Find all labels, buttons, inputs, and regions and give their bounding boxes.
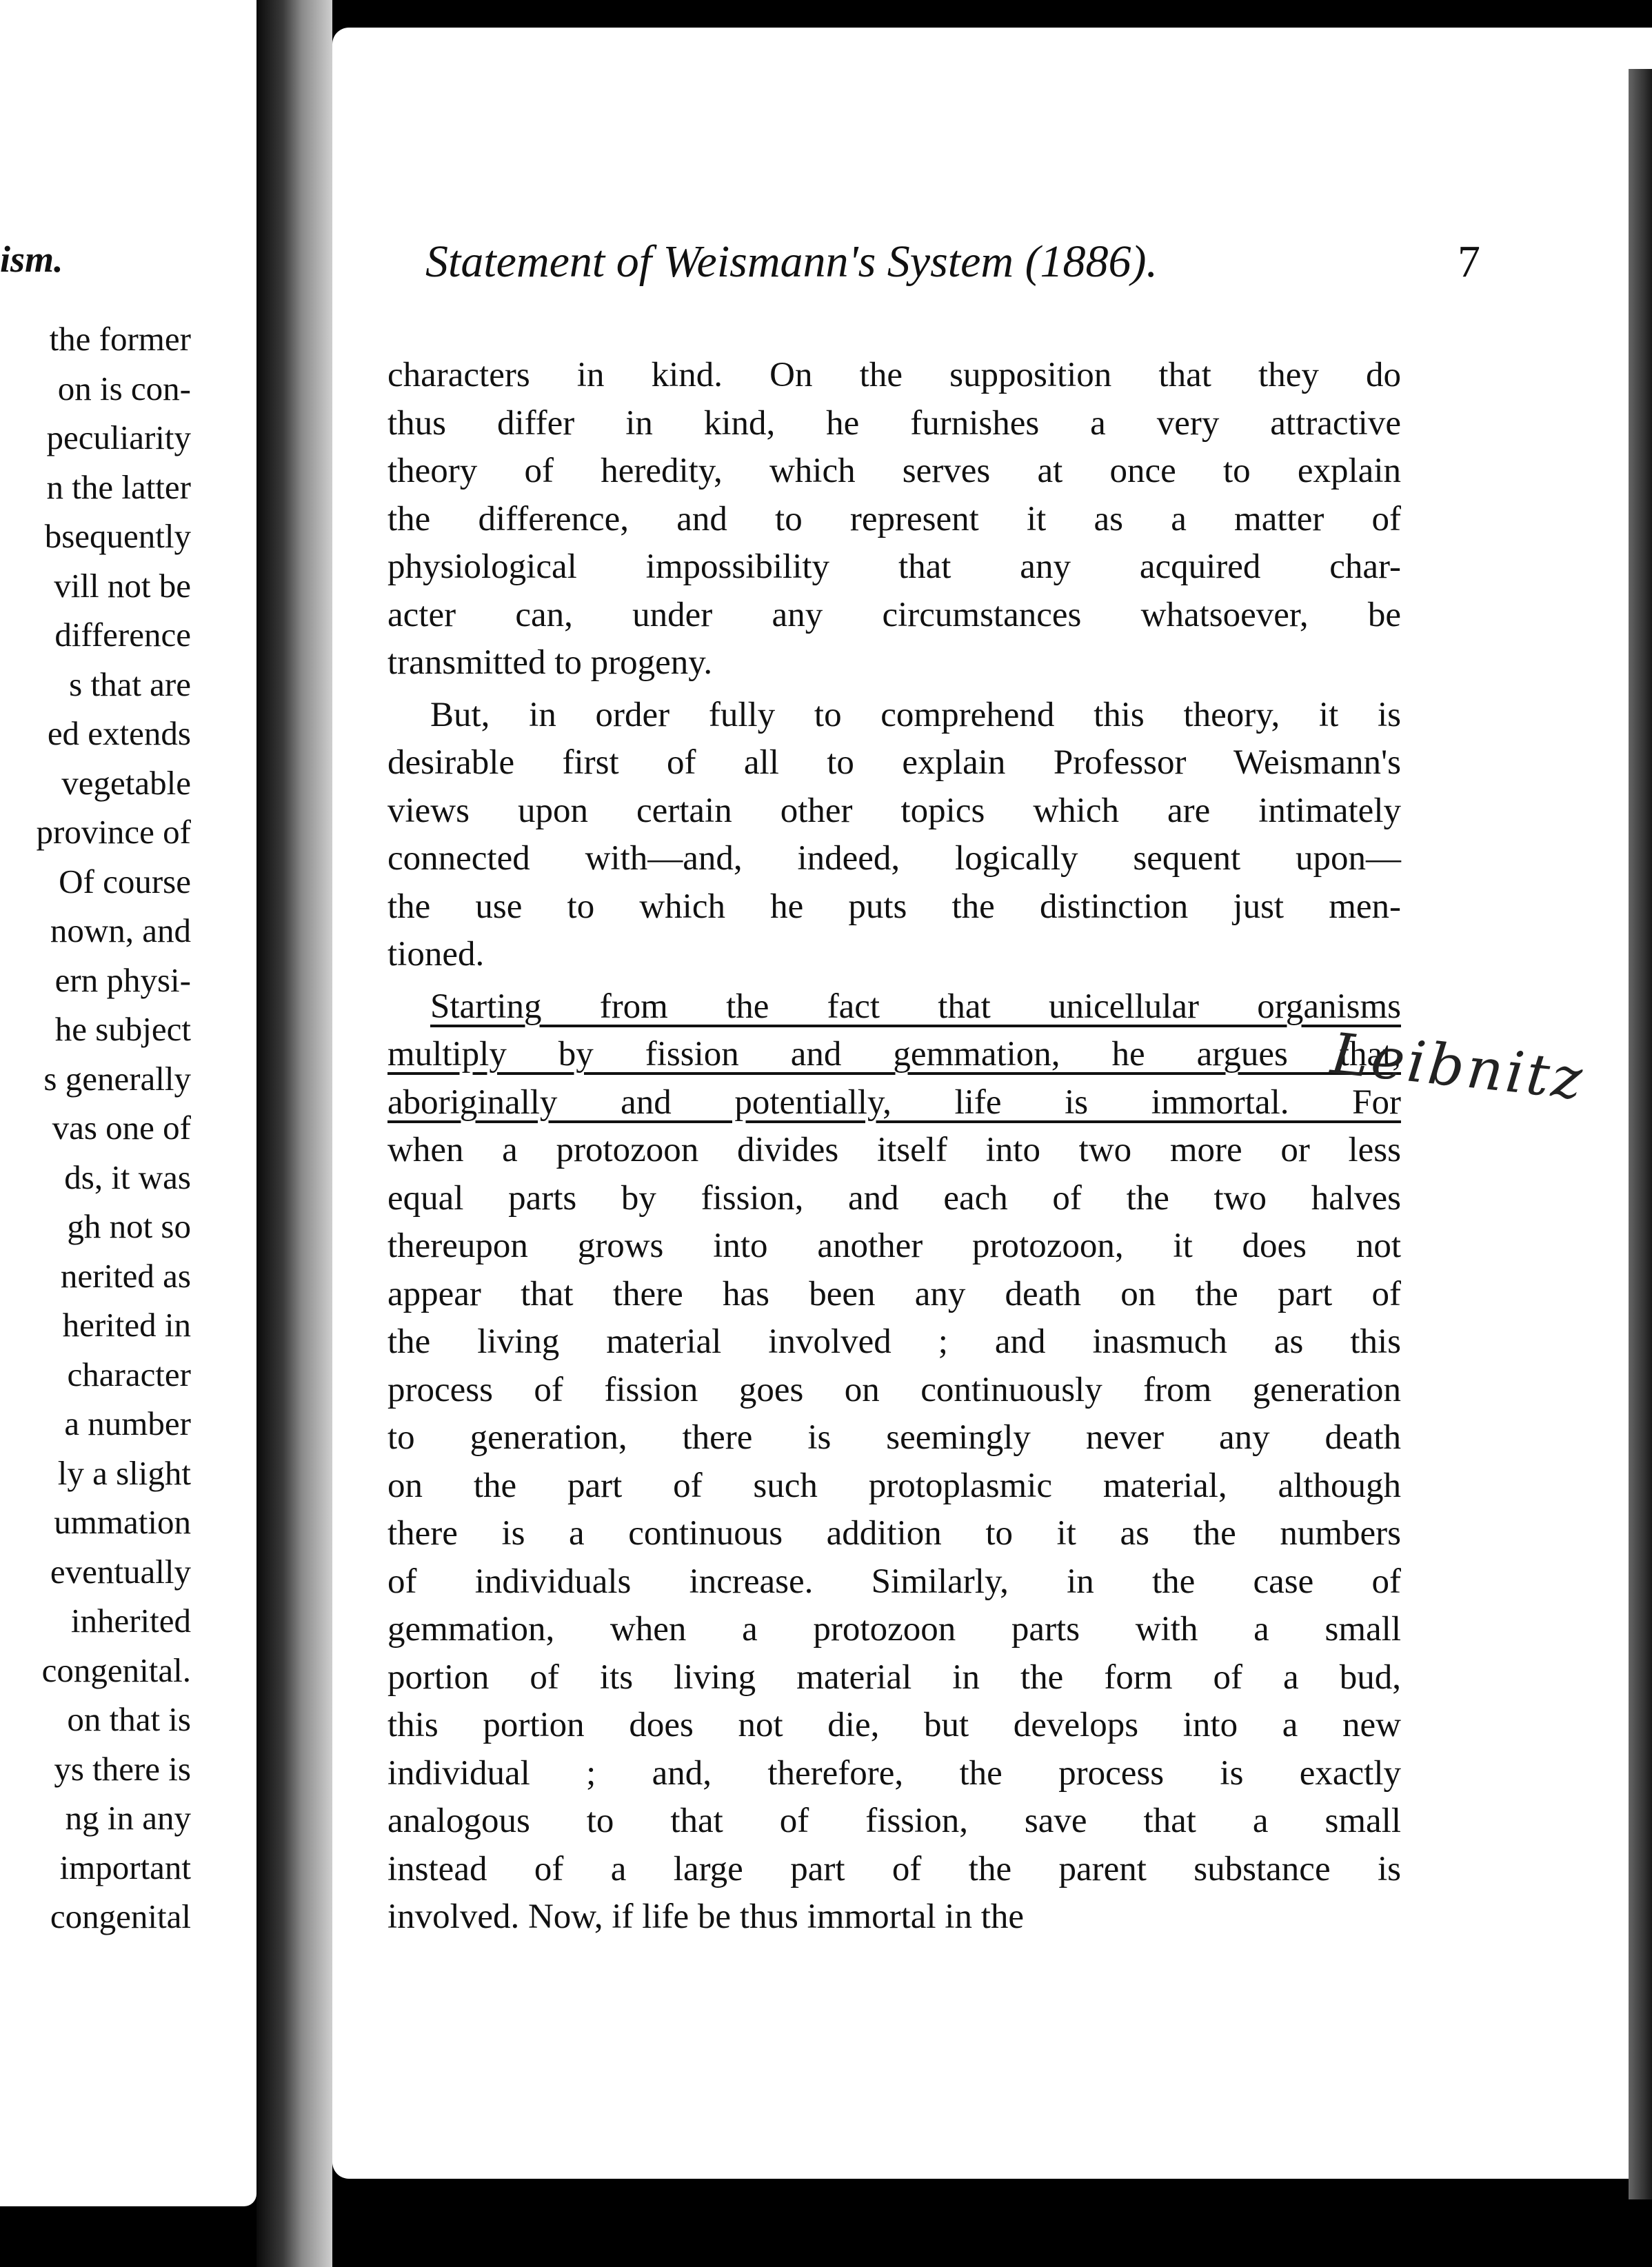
- text-line: process of fission goes on continuously from generation: [387, 1370, 1401, 1409]
- left-page-line: vill not be: [54, 566, 191, 605]
- left-page-line: peculiarity: [46, 419, 191, 456]
- handwritten-margin-note: Leibnitz: [1328, 1020, 1588, 1114]
- left-page-line: eventually: [50, 1552, 191, 1591]
- left-page-line: important: [59, 1848, 191, 1886]
- body-text: [387, 352, 1401, 1946]
- paragraph: [387, 983, 1401, 1942]
- text-line: when a protozoon divides itself into two more or less: [387, 1131, 1401, 1169]
- page-edge-shadow: [1629, 69, 1652, 2199]
- left-page-line: ly a slight: [57, 1453, 191, 1492]
- text-line: thus differ in kind, he furnishes a very attractive: [387, 403, 1401, 443]
- text-line: views upon certain other topics which are intimately: [387, 791, 1401, 830]
- text-line: thereupon grows into another protozoon, it does not: [387, 1227, 1401, 1265]
- paragraph-gap: [387, 1942, 1401, 1946]
- left-page-line: herited in: [62, 1306, 191, 1344]
- text-line: But, in order fully to comprehend this theory, it is: [430, 695, 1401, 734]
- running-head: [425, 234, 1480, 290]
- text-line: theory of heredity, which serves at once to explain: [387, 452, 1401, 490]
- text-line: connected with—and, indeed, logically sequent upon—: [387, 839, 1401, 878]
- text-line: equal parts by fission, and each of the two halves: [387, 1178, 1401, 1218]
- text-line: of individuals increase. Similarly, in the case of: [387, 1562, 1401, 1601]
- paragraph: [387, 352, 1401, 687]
- page-number: 7: [1458, 236, 1480, 287]
- left-page-line: inherited: [70, 1602, 191, 1640]
- text-line: gemmation, when a protozoon parts with a small: [387, 1610, 1401, 1649]
- running-head-title: Statement of Weismann's System (1886).: [425, 236, 1158, 287]
- left-page-line: character: [67, 1355, 191, 1393]
- text-line: desirable first of all to explain Professor Weismann's: [387, 743, 1401, 782]
- text-line: physiological impossibility that any acquired char-: [387, 547, 1401, 586]
- text-line: characters in kind. On the supposition that they do: [387, 356, 1401, 394]
- left-page-line: province of: [36, 813, 191, 851]
- left-page-line: Of course: [59, 862, 191, 900]
- left-page-line: a number: [64, 1404, 191, 1442]
- left-page-line: ern physi-: [54, 960, 191, 999]
- paragraph: [387, 692, 1401, 979]
- text-line: the difference, and to represent it as a matter of: [387, 499, 1401, 538]
- left-page-line: ys there is: [54, 1749, 191, 1788]
- left-page-line: bsequently: [44, 517, 191, 555]
- text-line: involved. Now, if life be thus immortal in the: [387, 1897, 1025, 1936]
- left-page-line: congenital.: [41, 1651, 191, 1689]
- text-line: there is a continuous addition to it as the numbers: [387, 1514, 1401, 1553]
- text-line: to generation, there is seemingly never any death: [387, 1418, 1401, 1457]
- left-page-line: on that is: [67, 1700, 191, 1738]
- left-page-line: he subject: [54, 1010, 191, 1048]
- text-line: aboriginally and potentially, life is immortal. For: [387, 1082, 1401, 1122]
- left-page-line: ds, it was: [64, 1158, 191, 1196]
- text-line: Starting from the fact that unicellular organisms: [430, 987, 1401, 1026]
- text-line: the living material involved ; and inasmuch as this: [387, 1322, 1401, 1361]
- left-page-line: ed extends: [47, 714, 191, 752]
- left-page-line: ummation: [54, 1503, 191, 1541]
- left-facing-page: [0, 0, 256, 2206]
- text-line: tioned.: [387, 935, 485, 974]
- text-line: this portion does not die, but develops into a new: [387, 1706, 1401, 1744]
- left-page-line: ng in any: [65, 1799, 191, 1837]
- left-page-line: gh not so: [67, 1207, 191, 1245]
- left-page-line: difference: [54, 616, 191, 654]
- text-line: appear that there has been any death on the part of: [387, 1274, 1401, 1313]
- left-page-line: the former: [49, 320, 191, 358]
- text-line: transmitted to progeny.: [387, 643, 713, 682]
- left-page-line: nown, and: [50, 911, 191, 949]
- text-line: individual ; and, therefore, the process is exactly: [387, 1753, 1401, 1793]
- text-line: instead of a large part of the parent substance is: [387, 1849, 1401, 1888]
- right-page: [332, 28, 1652, 2179]
- text-line: analogous to that of fission, save that a small: [387, 1802, 1401, 1840]
- text-line: the use to which he puts the distinction just men-: [387, 887, 1401, 926]
- left-page-line: vegetable: [61, 763, 191, 802]
- left-page-line: n the latter: [46, 467, 191, 506]
- text-line: multiply by fission and gemmation, he argues that,: [387, 1035, 1401, 1074]
- text-line: acter can, under any circumstances whatsoever, be: [387, 595, 1401, 634]
- left-page-line: congenital: [50, 1897, 191, 1935]
- left-page-header-fragment: ism.: [0, 239, 63, 280]
- left-page-line: nerited as: [60, 1256, 191, 1295]
- text-line: on the part of such protoplasmic material, although: [387, 1466, 1401, 1505]
- left-page-line: s that are: [69, 665, 191, 703]
- text-line: portion of its living material in the form of a bud,: [387, 1658, 1401, 1697]
- left-page-line: s generally: [43, 1059, 191, 1098]
- left-page-line: on is con-: [57, 369, 191, 407]
- left-page-line: vas one of: [52, 1109, 191, 1147]
- book-gutter-shadow: [256, 0, 332, 2267]
